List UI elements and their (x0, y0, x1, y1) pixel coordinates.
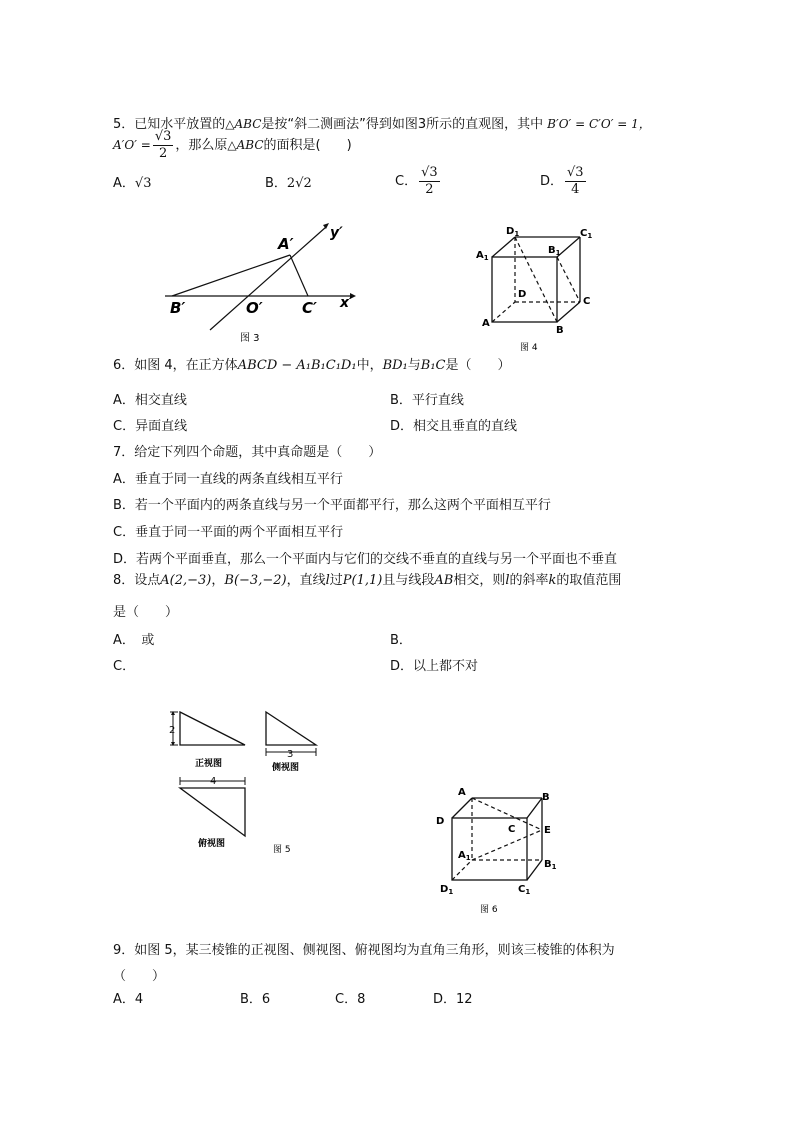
segment-a1e (472, 830, 542, 860)
q5-condition: B′O′ = C′O′ = 1， (547, 117, 651, 131)
q8-point-a: A(2,−3) (160, 573, 212, 588)
q9-option-c: C．8 (335, 992, 366, 1007)
q8-option-d: D．以上都不对 (390, 659, 479, 674)
top-view-label: 俯视图 (198, 839, 226, 849)
q6-stem: 6．如图 4，在正方体ABCD − A₁B₁C₁D₁中，BD₁与B₁C是（ ） (113, 358, 511, 373)
label-c1: $C_1$ (580, 228, 593, 240)
label-a1: $A_1$ (458, 850, 471, 862)
figure-4 (470, 220, 600, 355)
diagonal-b1c (557, 257, 580, 302)
label-o: O′ (246, 299, 263, 317)
label-a: A′ (278, 235, 294, 253)
q5-option-b: B．2√2 (265, 176, 312, 191)
label-d1: $D_1$ (440, 884, 454, 896)
figure-3 (160, 215, 370, 350)
label-b1: $B_1$ (544, 859, 557, 871)
label-e: E (544, 825, 551, 836)
front-view-triangle (180, 712, 245, 745)
q7-option-a: A．垂直于同一直线的两条直线相互平行 (113, 472, 343, 487)
q5-text: 是按“斜二测画法”得到如图3所示的直观图，其中 (261, 117, 544, 132)
q9-paren: （ ） (113, 969, 166, 984)
figure-4-caption: 图 4 (520, 343, 538, 353)
label-b: B (556, 325, 564, 336)
q7-option-d: D．若两个平面垂直，那么一个平面内与它们的交线不垂直的直线与另一个平面也不垂直 (113, 552, 618, 567)
side-view-triangle (266, 712, 316, 745)
label-c: C (583, 296, 591, 307)
q7-option-b: B．若一个平面内的两条直线与另一个平面都平行，那么这两个平面相互平行 (113, 498, 551, 513)
q8-stem: 8．设点A(2,−3)，B(−3,−2)，直线l过P(1,1)且与线段AB相交，则l的斜率k的取值范围 (113, 573, 622, 588)
label-d: D (518, 289, 527, 300)
q6-option-d: D．相交且垂直的直线 (390, 419, 518, 434)
q6-option-c: C．异面直线 (113, 419, 188, 434)
hidden-edge (492, 302, 515, 322)
label-x: x′ (340, 295, 353, 311)
q9-option-d: D．12 (433, 992, 473, 1007)
figure-3-caption: 图 3 (240, 333, 260, 344)
label-c: C (508, 824, 516, 835)
q9-option-a: A．4 (113, 992, 144, 1007)
q5-condition: A′O′ = (113, 138, 151, 152)
q6-cube-name: ABCD − A₁B₁C₁D₁ (237, 358, 357, 373)
q5-option-c-fraction: $\frac{√3}{2}$ (421, 165, 438, 197)
q5-triangle: △ABC (225, 117, 262, 131)
dimension-3: 3 (287, 749, 294, 760)
q5-triangle: △ABC (227, 138, 264, 152)
label-y: y′ (330, 225, 343, 241)
label-a: A (458, 787, 466, 798)
front-face (452, 818, 527, 880)
q8-point-p: P(1,1) (342, 573, 383, 588)
q8-option-a: A． 或 (113, 633, 155, 648)
top-view-triangle (180, 788, 245, 836)
q8-option-c: C． (113, 659, 136, 674)
q5-option-c: C． $\frac{√3}{2}$ (395, 165, 438, 197)
front-view-label: 正视图 (195, 759, 223, 769)
q6-option-b: B．平行直线 (390, 393, 464, 408)
segment-a-c (290, 255, 308, 296)
label-b1: $B_1$ (548, 245, 561, 257)
q5-option-d: D． $\frac{√3}{4}$ (540, 165, 584, 197)
q6-line-b1c: B₁C (420, 358, 446, 373)
label-c1: $C_1$ (518, 884, 531, 896)
q6-line-bd1: BD₁ (382, 358, 408, 373)
q9-option-b: B．6 (240, 992, 271, 1007)
q8-point-b: B(−3,−2) (224, 573, 287, 588)
q7-stem: 7．给定下列四个命题，其中真命题是（ ） (113, 445, 382, 460)
segment-ae (472, 798, 542, 830)
dimension-4: 4 (210, 776, 217, 787)
figure-6-caption: 图 6 (480, 905, 498, 915)
q5-text: 5．已知水平放置的 (113, 117, 226, 132)
side-view-label: 侧视图 (272, 763, 300, 773)
figure-5 (160, 700, 320, 860)
q9-stem: 9．如图 5，某三棱锥的正视图、侧视图、俯视图均为直角三角形，则该三棱锥的体积为 (113, 943, 615, 958)
q8-stem-line2: 是（ ） (113, 605, 179, 620)
q5-fraction: $\frac{√3}{2}$ (154, 129, 172, 161)
figure-5-caption: 图 5 (273, 845, 291, 855)
dimension-2: 2 (169, 725, 176, 736)
label-b: B′ (170, 299, 186, 317)
label-d1: $D_1$ (506, 226, 520, 238)
q7-option-c: C．垂直于同一平面的两个平面相互平行 (113, 525, 344, 540)
label-b: B (542, 792, 550, 803)
q8-option-b: B． (390, 633, 412, 648)
label-a1: $A_1$ (476, 250, 489, 262)
q5-text: ，那么原 (175, 138, 228, 153)
q5-text: 的面积是( ) (263, 138, 352, 153)
q6-option-a: A．相交直线 (113, 393, 187, 408)
label-d: D (436, 816, 445, 827)
hidden-edge (452, 860, 472, 880)
label-a: A (482, 318, 490, 329)
q5-line2 (113, 128, 352, 163)
label-c: C′ (302, 299, 317, 317)
q5-option-a: A．√3 (113, 176, 152, 191)
q5-option-d-fraction: $\frac{√3}{4}$ (567, 165, 584, 197)
figure-6 (430, 780, 580, 920)
segment-b-a (172, 255, 290, 296)
